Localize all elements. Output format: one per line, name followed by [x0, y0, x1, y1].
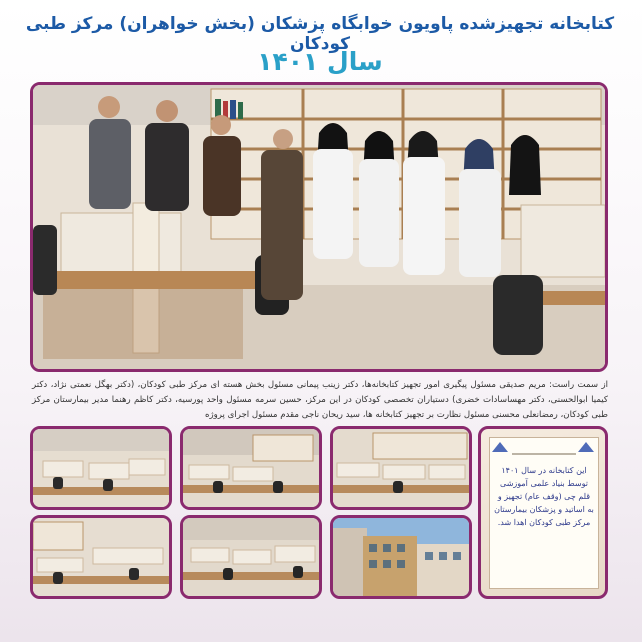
year-label: سال ۱۴۰۱ [257, 47, 383, 76]
photo-caption: از سمت راست: مریم صدیقی مسئول پیگیری امور تجهیز کتابخانه‌ها، دکتر زینب پیمانی مسئول بخش هسته ای مرکز طبی کودکان، (دکتر بهگل نعمتی نژاد، دکتر کیمیا ابوالحسنی، دکتر مهساسادات خضری) دستیاران تخصصی کودکان در این مرکز، حسین سرمه مسئول واحد پورسیه، دکتر کاظم رهنما مدیر بیمارستان مرکز طبی کودکان، رمضانعلی محسنی مسئول نظارت بر تجهیز کتابخانه ها، سید ریحان ناجی مقدم مسئول اجرای پروژه [32, 380, 608, 420]
page-title: کتابخانه تجهیزشده پاویون خوابگاه پزشکان (بخش خواهران) مرکز طبی کودکان [25, 14, 615, 54]
plaque-text: این کتابخانه در سال ۱۴۰۱ توسط بنیاد علمی آموزشی قلم چی (وقف عام) تجهیز و به اساتید و پزشکان بیمارستان مرکز طبی کودکان اهدا شد. [494, 466, 594, 527]
library-photo-5 [180, 515, 322, 599]
dedication-plaque [478, 426, 608, 599]
hospital-building-photo [330, 515, 472, 599]
library-photo-1 [30, 426, 172, 510]
plaque-panel [489, 437, 599, 589]
library-photo-3 [330, 426, 472, 510]
library-photo-4 [30, 515, 172, 599]
library-photo-2 [180, 426, 322, 510]
plaque-emblem-icon [490, 438, 598, 460]
group-photo [30, 82, 608, 372]
